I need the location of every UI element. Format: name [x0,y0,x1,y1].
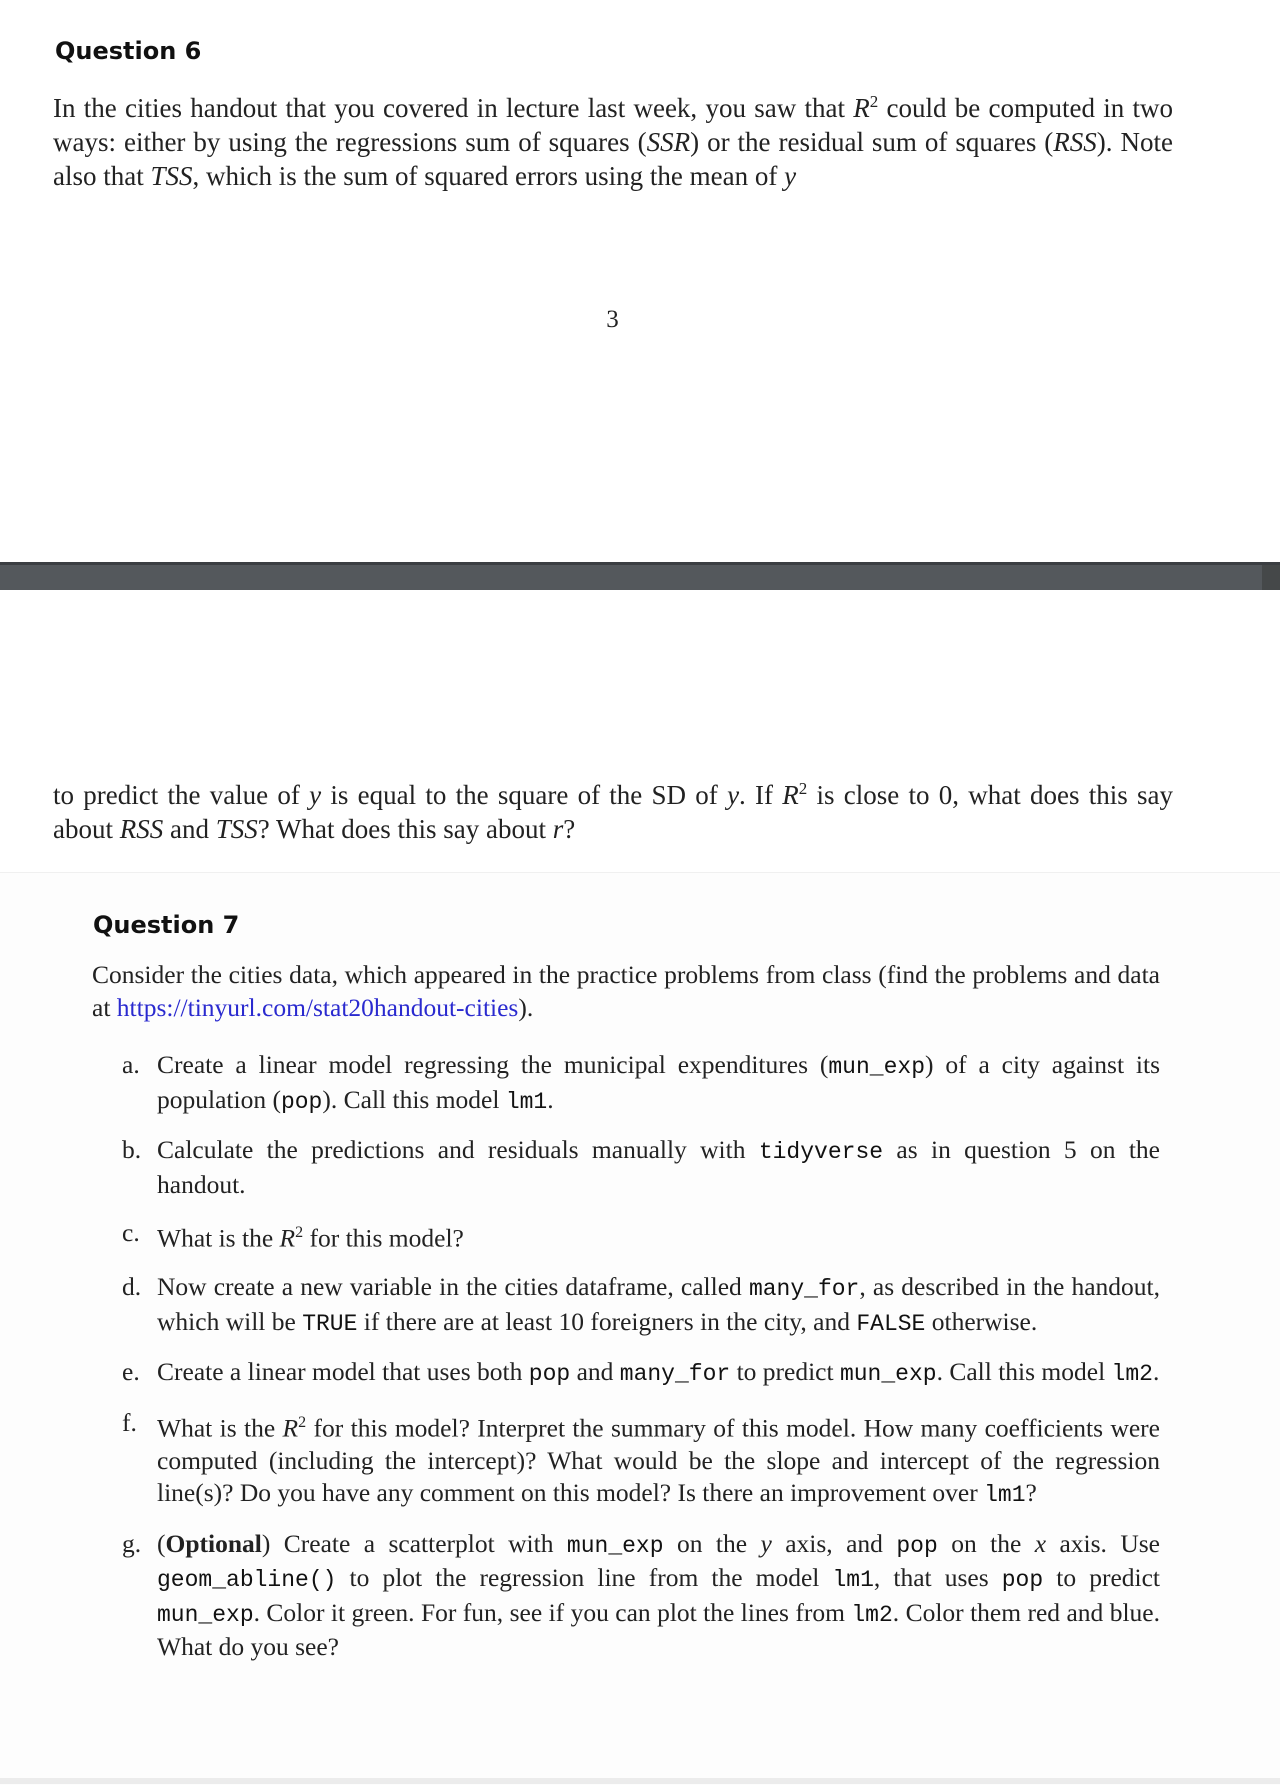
page-divider [0,562,1280,590]
list-item-d: d. Now create a new variable in the cities dataframe, called many_for, as described in the handout, which will be TRUE if there are at least 10 foreigners in the city, and FALSE otherwise. [122,1272,1160,1337]
item-marker: g. [122,1528,142,1558]
page-bottom [0,872,1280,1785]
cities-data-link[interactable]: https://tinyurl.com/stat20handout-cities [116,993,519,1022]
question-7-heading: Question 7 [93,911,240,939]
question-6-paragraph-2: to predict the value of y is equal to the square of the SD of y. If $R^2$ is close to 0, what does this say about RSS and TSS? What does this say about r? [53,779,1173,844]
page-top [0,0,1280,562]
question-7-intro: Consider the cities data, which appeared in the practice problems from class (find the problems and data at https://tinyurl.com/stat20handout-cities). [92,960,1160,1022]
item-marker: c. [122,1218,140,1247]
question-7-items [122,1049,1160,1680]
list-item-a: a. Create a linear model regressing the municipal expenditures (mun_exp) of a city against its population (pop). Call this model lm1. [122,1050,1160,1115]
item-marker: f. [122,1407,137,1437]
list-item-b: b. Calculate the predictions and residuals manually with tidyverse as in question 5 on the handout. [122,1135,1161,1199]
question-6-heading: Question 6 [55,37,202,65]
list-item-c: c. What is the $R^2$ for this model? [122,1218,464,1253]
page-middle [0,590,1280,872]
item-marker: d. [122,1272,142,1301]
list-item-e: e. Create a linear model that uses both pop and many_for to predict mun_exp. Call this model lm2. [122,1357,1160,1387]
question-6-paragraph-1: In the cities handout that you covered in lecture last week, you saw that $R^2$ could be computed in two ways: either by using the regressions sum of squares (SSR) or the residual sum of squares (RSS). Note also that TSS, which is the sum of squared errors using the mean of y [53,92,1173,191]
item-marker: b. [122,1135,142,1164]
bottom-edge [0,1778,1280,1784]
list-item-f: f. What is the $R^2$ for this model? Interpret the summary of this model. How many coefficients were computed (including the intercept)? What would be the slope and intercept of the regression line(s)? Do you have any comment on this model? Is there an improvement over lm1? [122,1407,1160,1508]
list-item-g: g. (Optional) Create a scatterplot with mun_exp on the y axis, and pop on the x axis. Use geom_abline() to plot the regression line from the model lm1, that uses pop to predict mun_exp. Color it green. For fun, see if you can plot the lines from lm2. Color them red and blue. What do you see? [122,1528,1161,1661]
item-marker: a. [122,1050,140,1079]
page-divider-edge [1262,565,1280,590]
item-marker: e. [122,1357,140,1386]
page-number: 3 [606,306,619,333]
